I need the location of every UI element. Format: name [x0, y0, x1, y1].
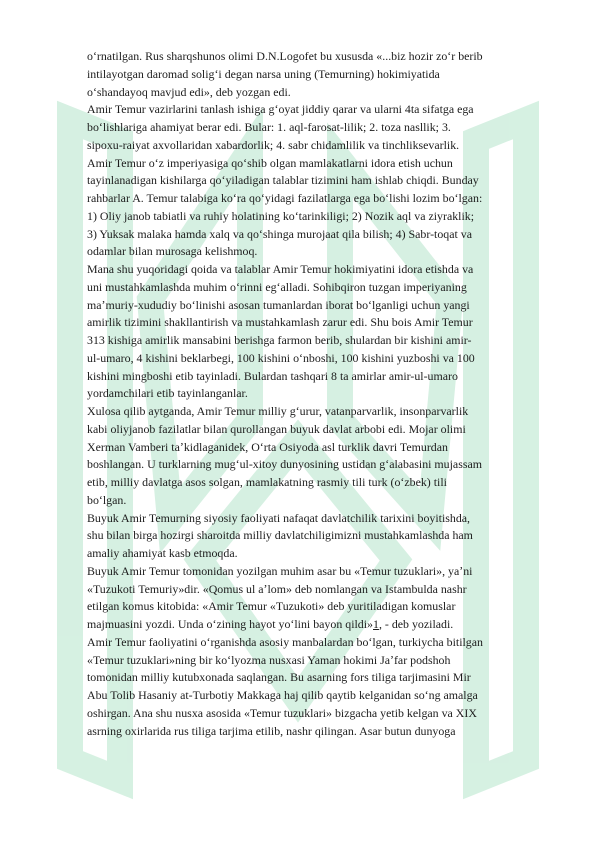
text-line: maʼmuriy-xududiy boʻlinishi asosan tumanlardan iborat boʻlganligi uchun yangi — [87, 297, 470, 312]
text-line: boshlangan. U turklarning mugʻul-xitoy dunyosining ustidan gʻalabasini mujassam — [87, 457, 482, 472]
document-body — [87, 48, 545, 616]
text-line: oʻshandayoq mavjud edi», deb yozgan edi. — [87, 84, 291, 99]
text-line: Buyuk Amir Temurning siyosiy faoliyati nafaqat davlatchilik tarixini boyitishda, — [87, 510, 471, 525]
text-line: sipoxu-raiyat axvollaridan xabardorlik; 4. sabr chidamlilik va tinchliksevarlik. — [87, 137, 460, 152]
text-line: kishini mingboshi etib tayinladi. Bulardan tashqari 8 ta amirlar amir-ul-umaro — [87, 368, 458, 383]
text-line: shu bilan birga hozirgi sharoitda milliy davlatchiligimizni mustahkamlashda ham — [87, 528, 473, 543]
text-line: intilayotgan daromad soligʻi degan narsa uning (Temurning) hokimiyatida — [87, 66, 440, 81]
text-line: Xulosa qilib aytganda, Amir Temur milliy gʻurur, vatanparvarlik, insonparvarlik — [87, 404, 469, 418]
paragraph — [87, 101, 545, 154]
text-line: etib, milliy davlatga asos solgan, mamlakatning rasmiy tili turk (oʻzbek) tili — [87, 475, 447, 489]
paragraph-last — [87, 634, 545, 741]
text-line: ul-umaro, 4 kishini beklarbegi, 100 kishini oʻnboshi, 100 kishini yuzboshi va 100 — [87, 350, 475, 365]
text-line: Mana shu yuqoridagi qoida va talablar Amir Temur hokimiyatini idora etishda va — [87, 262, 474, 276]
footnote-sentence: majmuasini yozdi. Unda oʻzining hayot yoʻlini bayon qildi» — [87, 617, 373, 631]
paragraph-footnote — [87, 616, 545, 634]
text-line: amaliy ahamiyat kasb etmoqda. — [87, 546, 238, 560]
text-line: etilgan komus kitobida: «Amir Temur «Tuzukoti» deb yuritiladigan komuslar — [87, 599, 456, 614]
text-line: yordamchilari etib tayinlanganlar. — [87, 386, 248, 401]
text-line: 313 kishiga amirlik mansabini berishga farmon berib, shulardan bir kishini amir- — [87, 333, 472, 347]
text-line: 3) Yuksak malaka hamda xalq va qoʻshinga murojaat qila bilish; 4) Sabr-toqat va — [87, 226, 473, 241]
text-line: oshirgan. Ana shu nusxa asosida «Temur tuzuklari» bizgacha yetib kelgan va XIX — [87, 705, 477, 720]
paragraph — [87, 403, 545, 510]
text-line: asrning oxirlarida rus tiliga tarjima etilib, nashr qilingan. Asar butun dunyoga — [87, 723, 456, 738]
document-page — [87, 48, 545, 740]
paragraph — [87, 261, 545, 403]
text-line: Amir Temur oʻz imperiyasiga qoʻshib olgan mamlakatlarni idora etish uchun — [87, 155, 453, 170]
text-line: boʻlgan. — [87, 492, 127, 507]
paragraph — [87, 155, 545, 262]
text-line: boʻlishlariga ahamiyat berar edi. Bular: 1. aql-farosat-lilik; 2. toza nasllik; 3. — [87, 120, 451, 134]
text-line — [87, 616, 545, 634]
text-line: oʻrnatilgan. Rus sharqshunos olimi D.N.Logofet bu xususda «...biz hozir zoʻr berib — [87, 49, 483, 63]
text-line: tayinlanadigan kishilarga qoʻyiladigan talablar tizimini ham ishlab chiqdi. Bunday — [87, 173, 479, 188]
text-line: «Temur tuzuklari»ning bir koʻlyozma nusxasi Yaman hokimi Jaʼfar podshoh — [87, 652, 451, 667]
footnote-sentence-end: , - deb yoziladi. — [378, 617, 454, 631]
text-line: Abu Tolib Hasaniy at-Turbotiy Makkaga haj qilib qaytib kelganidan soʻng amalga — [87, 688, 478, 702]
text-line: tomonidan milliy kutubxonada saqlangan. Bu asarning fors tiliga tarjimasini Mir — [87, 670, 471, 685]
text-line: Buyuk Amir Temur tomonidan yozilgan muhim asar bu «Temur tuzuklari», yaʼni — [87, 563, 473, 578]
paragraph — [87, 48, 545, 101]
text-line: amirlik tizimini shakllantirish va mustahkamlash zarur edi. Shu bois Amir Temur — [87, 315, 473, 330]
text-line: kabi oliyjanob fazilatlar bilan qurollangan buyuk davlat arbobi edi. Mojar olimi — [87, 421, 466, 436]
paragraph — [87, 510, 545, 563]
text-line: Xerman Vamberi taʼkidlaganidek, Oʻrta Osiyoda asl turklik davri Temurdan — [87, 439, 448, 454]
paragraph — [87, 563, 545, 616]
text-line: odamlar bilan murosaga kelishmoq. — [87, 244, 258, 259]
text-line: rahbarlar A. Temur talabiga koʻra qoʻyidagi fazilatlarga ega boʻlishi lozim boʻlgan: — [87, 191, 483, 205]
text-line: uni mustahkamlashda muhim oʻrinni egʻalladi. Sohibqiron tuzgan imperiyaning — [87, 279, 467, 294]
footnote-reference-link[interactable]: 1 — [373, 617, 379, 631]
text-line: «Tuzukoti Temuriy»dir. «Qomus ul aʼlom» deb nomlangan va Istambulda nashr — [87, 581, 467, 596]
text-line: Amir Temur vazirlarini tanlash ishiga gʻoyat jiddiy qarar va ularni 4ta sifatga ega — [87, 102, 474, 117]
text-line: Amir Temur faoliyatini oʻrganishda asosiy manbalardan boʻlgan, turkiycha bitilgan — [87, 634, 483, 649]
text-line: 1) Oliy janob tabiatli va ruhiy holatining koʻtarinkiligi; 2) Nozik aql va ziyraklik; — [87, 208, 475, 223]
